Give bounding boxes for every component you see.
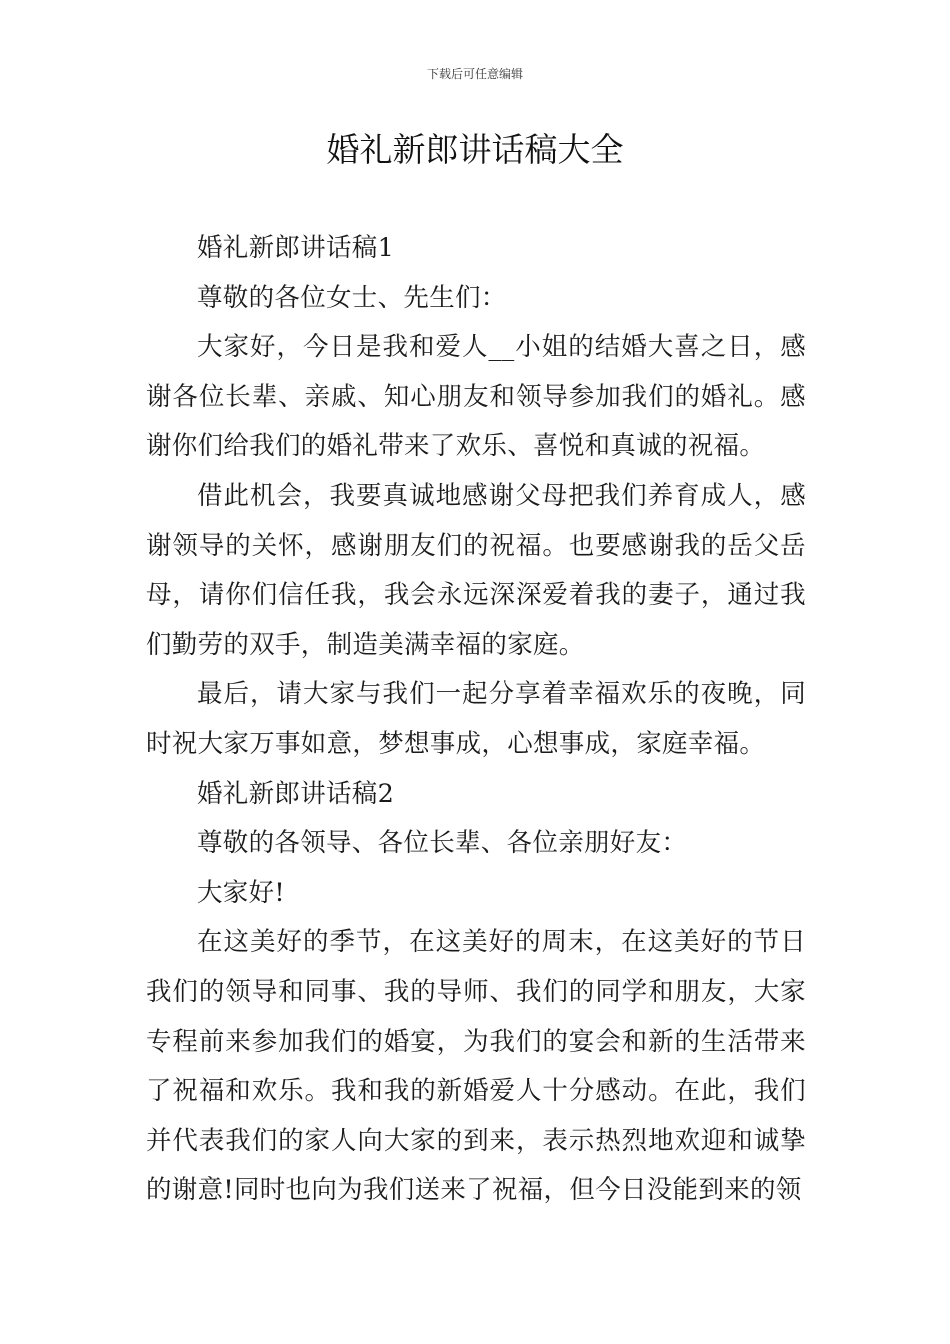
document-title: 婚礼新郎讲话稿大全 xyxy=(326,130,624,169)
body-paragraph: 大家好，今日是我和爱人__小姐的结婚大喜之日，感谢各位长辈、亲戚、知心朋友和领导参加我们的婚礼。感谢你们给我们的婚礼带来了欢乐、喜悦和真诚的祝福。 xyxy=(146,332,806,462)
body-paragraph: 在这美好的季节，在这美好的周末，在这美好的节日我们的领导和同事、我的导师、我们的同学和朋友，大家专程前来参加我们的婚宴，为我们的宴会和新的生活带来了祝福和欢乐。我和我的新婚爱人十分感动。在此，我们并代表我们的家人向大家的到来，表示热烈地欢迎和诚挚的谢意!同时也向为我们送来了祝福，但今日没能到来的领 xyxy=(146,927,806,1206)
salutation-1: 尊敬的各位女士、先生们： xyxy=(197,282,507,313)
section-heading-1: 婚礼新郎讲话稿1 xyxy=(197,233,395,263)
document-body xyxy=(146,224,806,1216)
body-paragraph: 最后，请大家与我们一起分享着幸福欢乐的夜晚，同时祝大家万事如意，梦想事成，心想事成，家庭幸福。 xyxy=(146,679,806,759)
salutation-2: 尊敬的各领导、各位长辈、各位亲朋好友： xyxy=(197,828,688,859)
greeting: 大家好! xyxy=(197,877,285,908)
body-paragraph: 借此机会，我要真诚地感谢父母把我们养育成人，感谢领导的关怀，感谢朋友们的祝福。也要感谢我的岳父岳母，请你们信任我，我会永远深深爱着我的妻子，通过我们勤劳的双手，制造美满幸福的家庭。 xyxy=(146,480,806,660)
section-heading-2: 婚礼新郎讲话稿2 xyxy=(197,778,395,809)
header-note: 下载后可任意编辑 xyxy=(426,67,523,81)
